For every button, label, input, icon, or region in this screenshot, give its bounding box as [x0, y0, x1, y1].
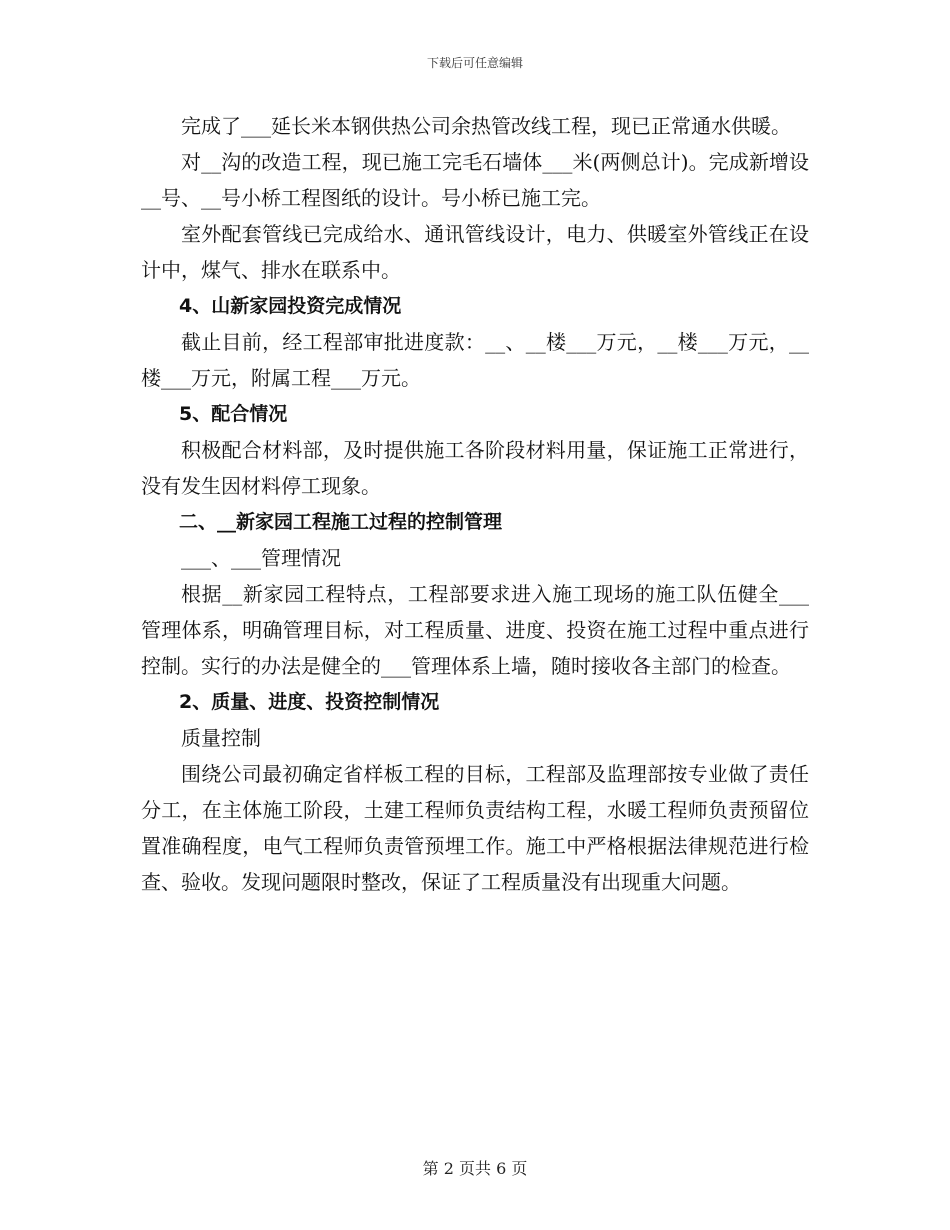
paragraph: 完成了___延长米本钢供热公司余热管改线工程，现已正常通水供暖。 — [181, 114, 791, 138]
paragraph: 围绕公司最初确定省样板工程的目标，工程部及监理部按专业做了责任分工，在主体施工阶段，土建工程师负责结构工程，水暖工程师负责预留位置准确程度，电气工程师负责管预埋工作。施工中严格根据法律规范进行检查、验收。发现问题限时整改，保证了工程质量没有出现重大问题。 — [141, 762, 809, 894]
section-heading: 4、山新家园投资完成情况 — [179, 295, 402, 317]
paragraph: 积极配合材料部，及时提供施工各阶段材料用量，保证施工正常进行，没有发生因材料停工现象。 — [141, 438, 809, 498]
document-body — [141, 108, 809, 900]
section-heading: 5、配合情况 — [179, 403, 288, 425]
paragraph: 对__沟的改造工程，现已施工完毛石墙体___米(两侧总计)。完成新增设__号、__号小桥工程图纸的设计。号小桥已施工完。 — [141, 150, 809, 210]
page-number: 第 2 页共 6 页 — [422, 1159, 528, 1178]
section-heading: 2、质量、进度、投资控制情况 — [179, 691, 440, 713]
section-heading: 二、__新家园工程施工过程的控制管理 — [179, 511, 503, 533]
paragraph: ___、___管理情况 — [181, 546, 341, 570]
paragraph: 室外配套管线已完成给水、通讯管线设计，电力、供暖室外管线正在设计中，煤气、排水在联系中。 — [141, 222, 809, 282]
paragraph: 质量控制 — [181, 726, 261, 750]
paragraph: 根据__新家园工程特点，工程部要求进入施工现场的施工队伍健全___管理体系，明确管理目标，对工程质量、进度、投资在施工过程中重点进行控制。实行的办法是健全的___管理体系上墙，随时接收各主部门的检查。 — [141, 582, 809, 678]
page-header-note: 下载后可任意编辑 — [426, 56, 523, 70]
paragraph: 截止目前，经工程部审批进度款：__、__楼___万元，__楼___万元，__楼___万元，附属工程___万元。 — [141, 330, 809, 390]
